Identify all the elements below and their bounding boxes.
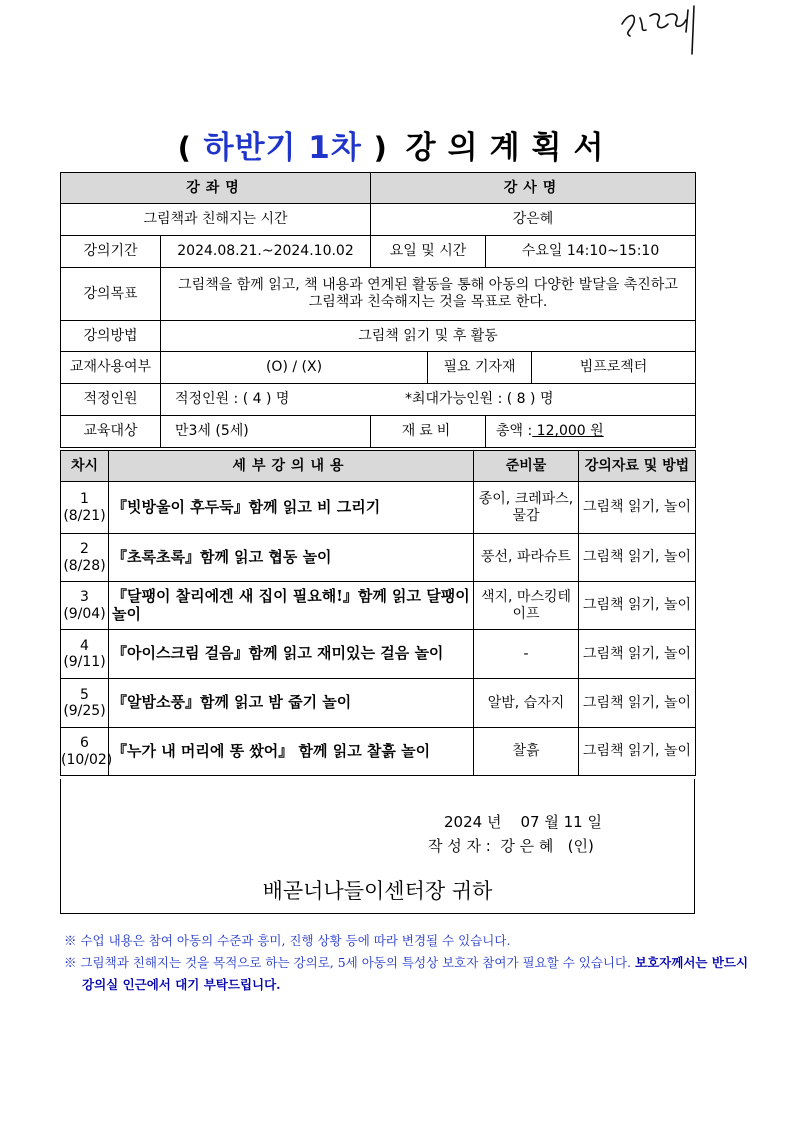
session-no-header: 차시 bbox=[61, 451, 109, 482]
session-method-header: 강의자료 및 방법 bbox=[579, 451, 696, 482]
session-number: 1 (8/21) bbox=[61, 482, 109, 534]
title-close-paren: ) bbox=[373, 131, 388, 165]
session-method: 그림책 읽기, 놀이 bbox=[579, 534, 696, 582]
session-prep: 종이, 크레파스, 물감 bbox=[474, 482, 579, 534]
written-date: 2024 년 07 월 11 일 bbox=[444, 813, 602, 831]
day-time-label: 요일 및 시간 bbox=[371, 236, 486, 268]
session-method: 그림책 읽기, 놀이 bbox=[579, 482, 696, 534]
title-doc-name: 강의계획서 bbox=[405, 130, 616, 166]
session-prep: - bbox=[474, 630, 579, 679]
table-row bbox=[61, 582, 696, 630]
session-content: 『달팽이 찰리에겐 새 집이 필요해!』함께 읽고 달팽이 놀이 bbox=[109, 582, 474, 630]
goal-value: 그림책을 함께 읽고, 책 내용과 연계된 활동을 통해 아동의 다양한 발달을 촉진하고 그림책과 친숙해지는 것을 목표로 한다. bbox=[161, 268, 696, 321]
session-number: 2 (8/28) bbox=[61, 534, 109, 582]
session-prep-header: 준비물 bbox=[474, 451, 579, 482]
session-prep: 풍선, 파라슈트 bbox=[474, 534, 579, 582]
instructor-name: 강은혜 bbox=[371, 204, 696, 236]
capacity-value: 적정인원 : ( 4 ) 명 bbox=[175, 391, 290, 408]
textbook-label: 교재사용여부 bbox=[61, 352, 161, 384]
target-label: 교육대상 bbox=[61, 416, 161, 448]
signature-block bbox=[60, 779, 695, 914]
total-value: 12,000 원 bbox=[532, 423, 604, 440]
instructor-label: 강사명 bbox=[371, 173, 696, 204]
session-number: 6 (10/02) bbox=[61, 728, 109, 776]
session-content: 『초록초록』함께 읽고 협동 놀이 bbox=[109, 534, 474, 582]
capacity-cell bbox=[161, 384, 696, 416]
session-content: 『아이스크림 걸음』함께 읽고 재미있는 걸음 놀이 bbox=[109, 630, 474, 679]
table-row bbox=[61, 679, 696, 728]
equipment-value: 빔프로젝터 bbox=[532, 352, 696, 384]
session-prep: 찰흙 bbox=[474, 728, 579, 776]
session-number: 4 (9/11) bbox=[61, 630, 109, 679]
session-content: 『알밤소풍』함께 읽고 밤 줍기 놀이 bbox=[109, 679, 474, 728]
goal-label: 강의목표 bbox=[61, 268, 161, 321]
session-number: 5 (9/25) bbox=[61, 679, 109, 728]
day-time-value: 수요일 14:10~15:10 bbox=[486, 236, 696, 268]
signature-image bbox=[610, 2, 710, 58]
session-number: 3 (9/04) bbox=[61, 582, 109, 630]
max-capacity-value: *최대가능인원 : ( 8 ) 명 bbox=[405, 391, 554, 408]
session-prep: 알밤, 습자지 bbox=[474, 679, 579, 728]
session-method: 그림책 읽기, 놀이 bbox=[579, 582, 696, 630]
session-prep: 색지, 마스킹테이프 bbox=[474, 582, 579, 630]
material-fee-cell bbox=[486, 416, 696, 448]
material-fee-label: 재료비 bbox=[371, 416, 486, 448]
session-method: 그림책 읽기, 놀이 bbox=[579, 679, 696, 728]
note-2: ※ 그림책과 친해지는 것을 목적으로 하는 강의로, 5세 아동의 특성상 보호자 참여가 필요할 수 있습니다. 보호자께서는 반드시 강의실 인근에서 대기 부탁드립니다. bbox=[64, 955, 749, 992]
notes bbox=[64, 930, 764, 996]
equipment-label: 필요 기자재 bbox=[428, 352, 532, 384]
method-value: 그림책 읽기 및 후 활동 bbox=[161, 321, 696, 352]
course-info-table bbox=[60, 172, 696, 448]
session-method: 그림책 읽기, 놀이 bbox=[579, 728, 696, 776]
author-line: 작 성 자 : 강 은 혜 (인) bbox=[428, 837, 594, 855]
table-row bbox=[61, 482, 696, 534]
title-open-paren: ( bbox=[177, 131, 192, 165]
session-content-header: 세부강의내용 bbox=[109, 451, 474, 482]
target-value: 만3세 (5세) bbox=[161, 416, 371, 448]
period-label: 강의기간 bbox=[61, 236, 161, 268]
addressee: 배곧너나들이센터장 귀하 bbox=[262, 879, 493, 903]
sessions-table bbox=[60, 450, 696, 776]
session-method: 그림책 읽기, 놀이 bbox=[579, 630, 696, 679]
period-value: 2024.08.21.~2024.10.02 bbox=[161, 236, 371, 268]
method-label: 강의방법 bbox=[61, 321, 161, 352]
total-prefix: 총액 : bbox=[496, 423, 533, 440]
page-title bbox=[0, 122, 793, 167]
table-row bbox=[61, 534, 696, 582]
title-term: 하반기 1차 bbox=[203, 130, 362, 166]
note-1: ※ 수업 내용은 참여 아동의 수준과 흥미, 진행 상황 등에 따라 변경될 수 있습니다. bbox=[64, 933, 511, 948]
table-row bbox=[61, 630, 696, 679]
session-content: 『누가 내 머리에 똥 쌌어』 함께 읽고 찰흙 놀이 bbox=[109, 728, 474, 776]
textbook-value: (O) / (X) bbox=[161, 352, 428, 384]
note-2-bold: 보호자께서는 반드시 강의실 인근에서 대기 부탁드립니다. bbox=[82, 955, 749, 992]
capacity-label: 적정인원 bbox=[61, 384, 161, 416]
session-content: 『빗방울이 후두둑』함께 읽고 비 그리기 bbox=[109, 482, 474, 534]
table-row bbox=[61, 728, 696, 776]
course-name: 그림책과 친해지는 시간 bbox=[61, 204, 371, 236]
course-name-label: 강좌명 bbox=[61, 173, 371, 204]
